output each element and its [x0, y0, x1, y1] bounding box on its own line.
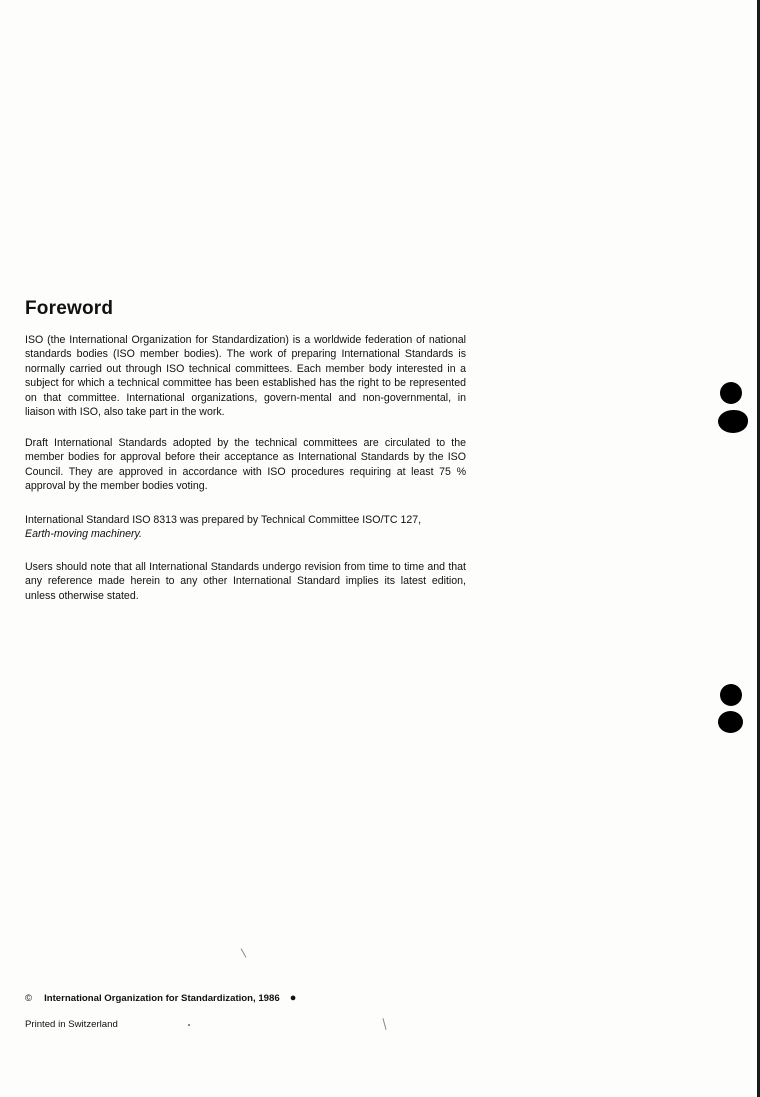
printed-location: Printed in Switzerland	[25, 1019, 118, 1030]
copyright-text: International Organization for Standardization, 1986	[44, 993, 280, 1004]
page-title: Foreword	[25, 298, 114, 319]
committee-title: Earth-moving machinery.	[25, 528, 142, 541]
paragraph-revision-note: Users should note that all International Standards undergo revision from time to time and that any reference made herein to any other International Standard implies its latest edition, unless otherwise stated.	[25, 561, 466, 602]
punch-hole	[718, 410, 748, 433]
scan-speck	[188, 1024, 190, 1026]
standard-origin-text: International Standard ISO 8313 was prepared by Technical Committee ISO/TC 127,	[25, 514, 422, 526]
punch-hole	[720, 382, 742, 404]
bullet-icon: ●	[289, 992, 297, 1004]
copyright-line	[25, 992, 296, 1004]
scan-speck	[241, 948, 247, 957]
scan-speck	[382, 1018, 386, 1030]
punch-hole	[718, 711, 743, 733]
copyright-symbol: ©	[25, 993, 33, 1004]
paragraph-standard-origin	[25, 513, 466, 542]
paragraph-draft-standards: Draft International Standards adopted by the technical committees are circulated to the member bodies for approval before their acceptance as International Standards by the ISO Council. They are approved in accordance with ISO procedures requiring at least 75 % approval by the member bodies voting.	[25, 437, 466, 493]
punch-hole	[720, 684, 742, 706]
paragraph-iso-intro: ISO (the International Organization for Standardization) is a worldwide federation of national standards bodies (ISO member bodies). The work of preparing International Standards is normally carried out through ISO technical committees. Each member body interested in a subject for which a technical committee has been established has the right to be represented on that committee. International organizations, govern-mental and non-governmental, in liaison with ISO, also take part in the work.	[25, 334, 466, 419]
